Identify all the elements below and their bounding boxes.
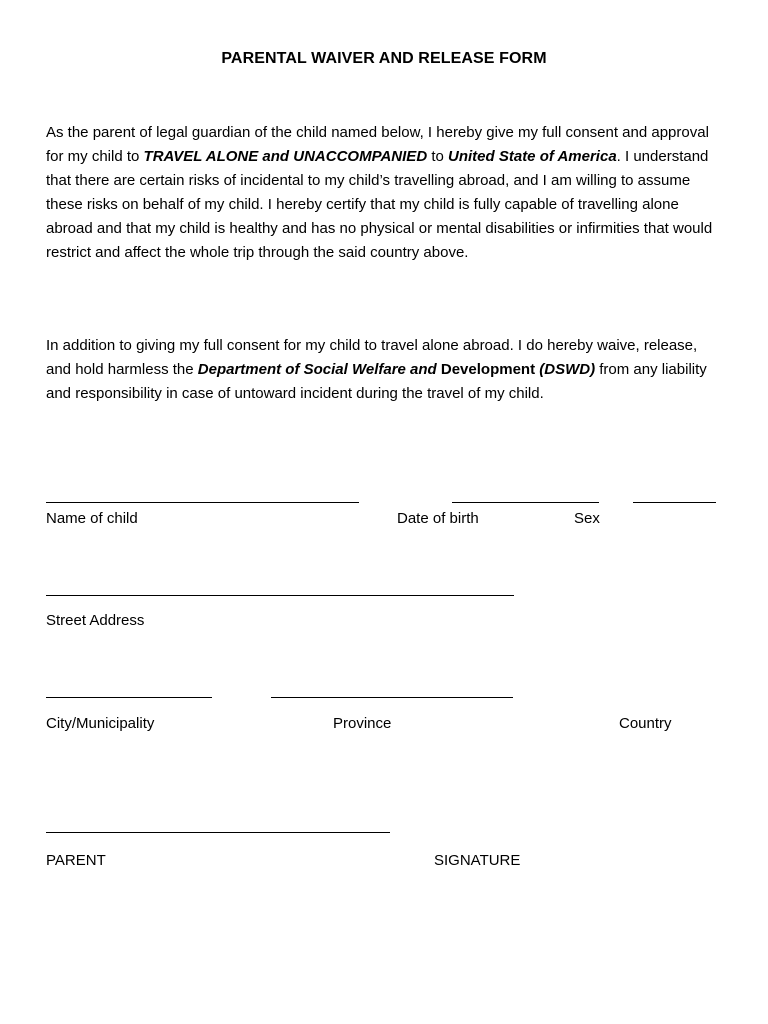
date-of-birth-label: Date of birth (397, 510, 479, 527)
street-address-line[interactable] (46, 595, 514, 596)
consent-destination-emphasis: United State of America (448, 148, 617, 165)
consent-text-1: As the parent of legal guardian of the child named below, I hereby give my full consent and approval for my child to (46, 124, 709, 165)
date-of-birth-line[interactable] (452, 502, 599, 503)
page-title: PARENTAL WAIVER AND RELEASE FORM (221, 50, 547, 67)
signature-label: SIGNATURE (434, 852, 521, 869)
sex-label: Sex (574, 510, 600, 527)
consent-travel-emphasis: TRAVEL ALONE and UNACCOMPANIED (143, 148, 428, 165)
release-text-1: In addition to giving my full consent for my child to travel alone abroad. I do hereby waive, release, and hold harmless the (46, 337, 698, 378)
release-agency-emphasis: Department of Social Welfare and (197, 361, 437, 378)
city-municipality-line[interactable] (46, 697, 212, 698)
city-municipality-label: City/Municipality (46, 715, 155, 732)
release-agency-acronym: (DSWD) (539, 361, 596, 378)
parent-label: PARENT (46, 852, 106, 869)
release-agency-bold: Development (436, 361, 540, 378)
consent-text-2: to (427, 148, 449, 165)
consent-paragraph (46, 121, 726, 265)
consent-text-3: . I understand that there are certain risks of incidental to my child’s travelling abroad, and I am willing to assume these risks on behalf of my child. I hereby certify that my child is fully capable of travelling alone abroad and that my child is healthy and has no physical or mental disabilities or infirmities that would restrict and affect the whole trip through the said country above. (46, 148, 713, 261)
street-address-label: Street Address (46, 612, 145, 629)
release-paragraph (46, 334, 726, 406)
name-of-child-line[interactable] (46, 502, 359, 503)
parent-signature-line[interactable] (46, 832, 390, 833)
name-of-child-label: Name of child (46, 510, 138, 527)
country-label: Country (619, 715, 672, 732)
province-line[interactable] (271, 697, 513, 698)
sex-line[interactable] (633, 502, 716, 503)
release-text-2: from any liability and responsibility in case of untoward incident during the travel of my child. (46, 361, 707, 402)
province-label: Province (333, 715, 392, 732)
